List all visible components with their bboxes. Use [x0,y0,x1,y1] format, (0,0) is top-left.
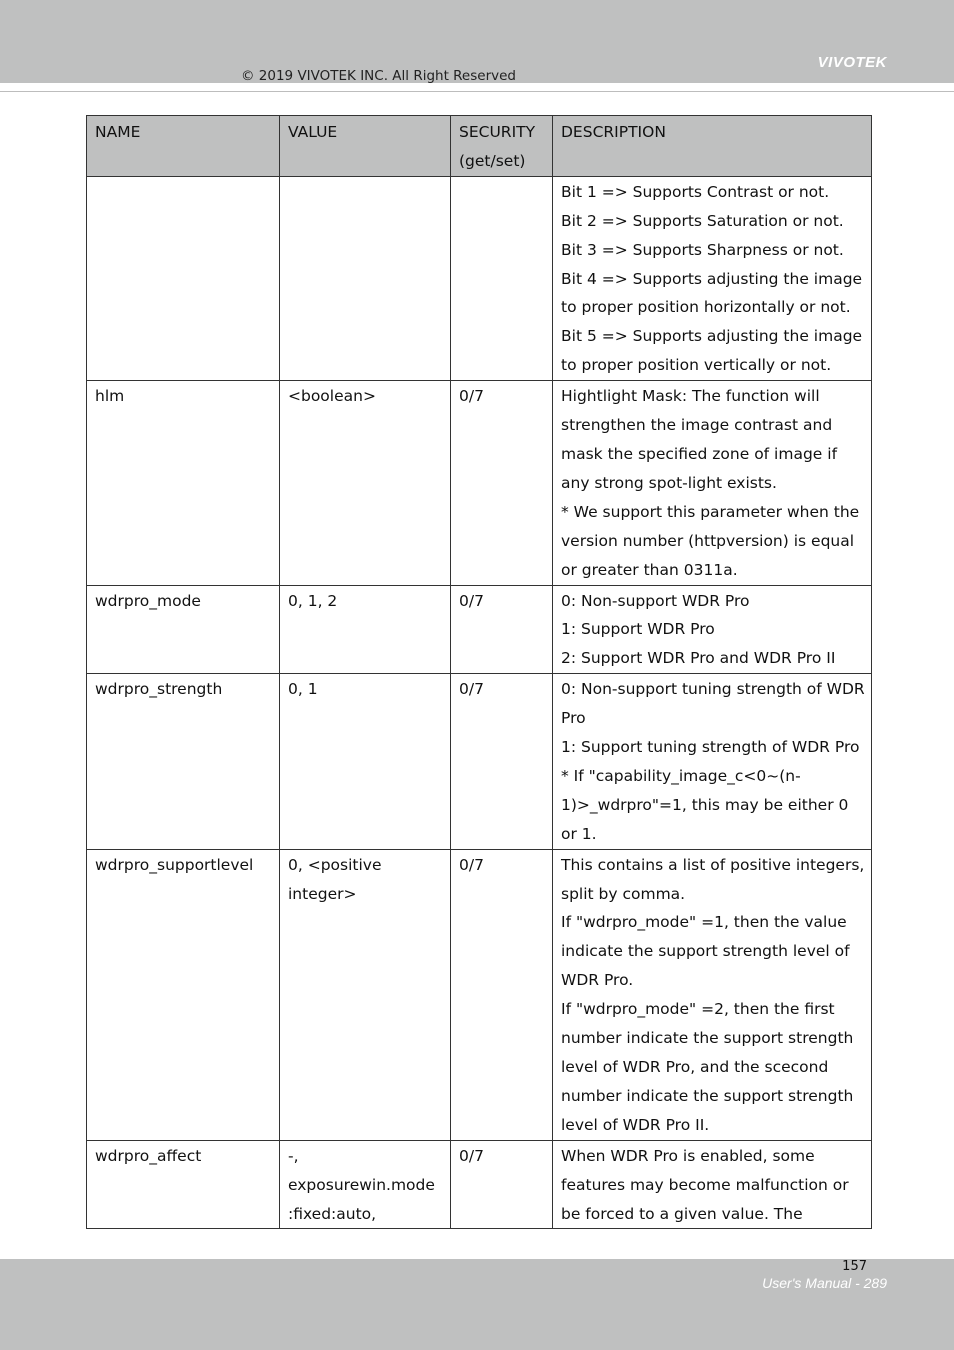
table-row [87,176,872,380]
cell-description [553,849,872,1140]
cell-value: 0, 1 [280,674,451,849]
footer-band [0,1259,954,1350]
cell-name: wdrpro_mode [87,585,280,674]
brand-logo: VIVOTEK [817,54,887,71]
cell-security: 0/7 [451,1140,553,1229]
copyright-notice: © 2019 VIVOTEK INC. All Right Reserved [241,68,516,84]
table-body [87,176,872,1229]
description-line: This contains a list of positive integers, split by comma. [561,855,865,903]
table-row [87,674,872,849]
column-header-security: SECURITY (get/set) [451,116,553,177]
description-line: 2: Support WDR Pro and WDR Pro II [561,649,836,668]
cell-security: 0/7 [451,381,553,585]
page-number: 157 [842,1259,867,1274]
cell-value: -, exposurewin.mode :fixed:auto, [280,1140,451,1229]
description-line: 1: Support WDR Pro [561,620,715,639]
cell-description [553,1140,872,1229]
table-row [87,1140,872,1229]
description-line: If "wdrpro_mode" =1, then the value indicate the support strength level of WDR Pro. [561,913,850,990]
description-line: When WDR Pro is enabled, some features may become malfunction or be forced to a given value. The [561,1146,849,1223]
description-line: 0: Non-support tuning strength of WDR Pro [561,680,865,728]
description-line: * If "capability_image_c<0~(n-1)>_wdrpro"=1, this may be either 0 or 1. [561,766,849,843]
cell-description [553,585,872,674]
cell-value: <boolean> [280,381,451,585]
cell-name: wdrpro_strength [87,674,280,849]
description-line: 1: Support tuning strength of WDR Pro [561,738,860,757]
description-line: Bit 1 => Supports Contrast or not. [561,182,830,201]
cell-name [87,176,280,380]
manual-page-label: User's Manual - 289 [762,1275,887,1291]
table-row [87,381,872,585]
column-header-value: VALUE [280,116,451,177]
column-header-name: NAME [87,116,280,177]
cell-security: 0/7 [451,674,553,849]
cell-name: wdrpro_affect [87,1140,280,1229]
cell-security: 0/7 [451,585,553,674]
column-header-description: DESCRIPTION [553,116,872,177]
description-line: Hightlight Mask: The function will strengthen the image contrast and mask the specified zone of image if any strong spot-light exists. [561,387,838,492]
cell-name: hlm [87,381,280,585]
description-line: If "wdrpro_mode" =2, then the first number indicate the support strength level of WDR Pro, and the scecond number indicate the support strength level of WDR Pro II. [561,1000,854,1134]
cell-value: 0, <positive integer> [280,849,451,1140]
cell-description [553,381,872,585]
description-line: Bit 4 => Supports adjusting the image to proper position horizontally or not. [561,269,863,317]
table-row [87,849,872,1140]
description-line: Bit 2 => Supports Saturation or not. [561,211,844,230]
description-line: Bit 3 => Supports Sharpness or not. [561,240,844,259]
description-line: * We support this parameter when the version number (httpversion) is equal or greater than 0311a. [561,502,860,579]
description-line: 0: Non-support WDR Pro [561,591,750,610]
table-header-row [87,116,872,177]
cell-security [451,176,553,380]
description-line: Bit 5 => Supports adjusting the image to proper position vertically or not. [561,327,863,375]
cell-value: 0, 1, 2 [280,585,451,674]
header-divider [0,91,954,92]
cell-description [553,674,872,849]
cell-security: 0/7 [451,849,553,1140]
cell-name: wdrpro_supportlevel [87,849,280,1140]
parameter-table [86,115,872,1229]
table-row [87,585,872,674]
cell-value [280,176,451,380]
cell-description [553,176,872,380]
